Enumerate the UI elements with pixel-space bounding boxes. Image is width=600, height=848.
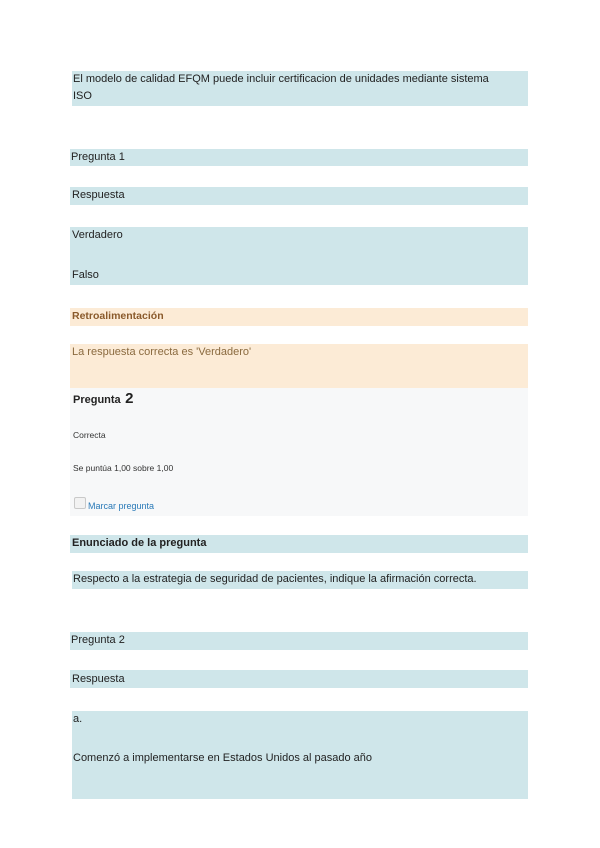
question-1-label: Pregunta 1 [71, 151, 125, 163]
question-1-respuesta-label: Respuesta [72, 189, 125, 201]
question-1-respuesta-bar [70, 187, 528, 205]
option-a-letter[interactable]: a. [73, 713, 83, 725]
option-verdadero[interactable]: Verdadero [72, 229, 123, 241]
question-2-info-panel [70, 388, 528, 516]
flag-checkbox[interactable] [74, 497, 86, 509]
question-2-heading-word: Pregunta [73, 394, 121, 406]
question-1-label-bar [70, 149, 528, 166]
question-2-text: Respecto a la estrategia de seguridad de pacientes, indique la afirmación correcta. [73, 573, 477, 585]
question-1-options-block [70, 227, 528, 285]
question-2-heading-number: 2 [125, 390, 134, 407]
question-2-score: Se puntúa 1,00 sobre 1,00 [73, 463, 174, 473]
intro-statement-line1: El modelo de calidad EFQM puede incluir certificacion de unidades mediante sistema [73, 73, 489, 85]
question-2-label-bar [70, 632, 528, 650]
option-falso[interactable]: Falso [72, 269, 99, 281]
question-2-heading [73, 390, 133, 408]
question-2-respuesta-bar [70, 670, 528, 688]
intro-statement-line2: ISO [73, 90, 92, 102]
enunciado-label: Enunciado de la pregunta [72, 537, 207, 549]
feedback-title: Retroalimentación [72, 310, 164, 322]
question-2-label: Pregunta 2 [71, 634, 125, 646]
option-a-text[interactable]: Comenzó a implementarse en Estados Unidos al pasado año [73, 752, 373, 764]
question-2-status: Correcta [73, 430, 106, 440]
flag-question-link[interactable]: Marcar pregunta [88, 501, 155, 511]
question-2-respuesta-label: Respuesta [72, 673, 125, 685]
feedback-text: La respuesta correcta es 'Verdadero' [72, 346, 252, 358]
